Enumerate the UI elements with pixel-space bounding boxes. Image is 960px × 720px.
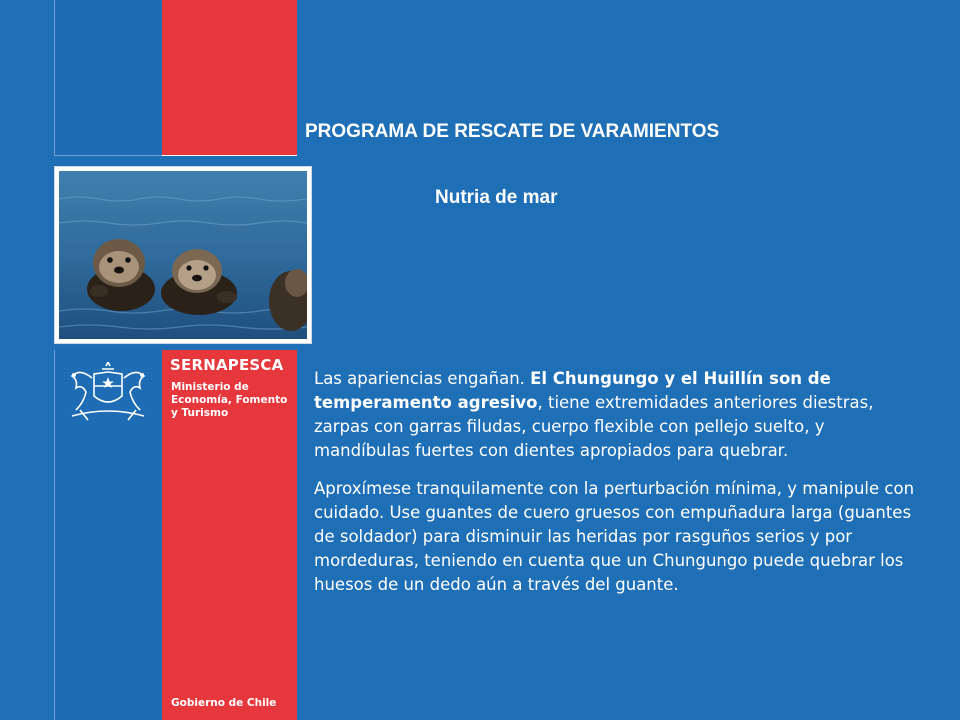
ministry-line: Ministerio de <box>171 381 249 393</box>
government-label: Gobierno de Chile <box>171 697 277 709</box>
sea-otters-illustration <box>59 171 307 339</box>
paragraph-emphasis: El Chungungo y el Huillín son de temperamento agresivo <box>314 369 831 412</box>
ministry-line: y Turismo <box>171 407 229 419</box>
coat-of-arms-icon <box>62 362 154 424</box>
paragraph-intro: Las apariencias engañan. <box>314 369 531 388</box>
ministry-line: Economía, Fomento <box>171 394 288 406</box>
logo-blue-panel-lower <box>54 575 163 720</box>
paragraph-handling: Aproxímese tranquilamente con la perturbación mínima, y manipule con cuidado. Use guantes de cuero gruesos con empuñadura larga (guantes de soldador) para disminuir las heridas por rasguños serios y por mordeduras, teniendo en cuenta que un Chungungo puede quebrar los huesos de un dedo aún a través del guante. <box>314 479 915 594</box>
brand-name: SERNAPESCA <box>170 356 284 374</box>
photo-frame <box>54 166 312 344</box>
banner-blue-stripe <box>54 0 163 156</box>
slide-subtitle: Nutria de mar <box>435 187 558 208</box>
paragraph-rest: , tiene extremidades anteriores diestras, zarpas con garras filudas, cuerpo flexible con pellejo suelto, y mandíbulas fuertes con dientes apropiados para quebrar. <box>314 393 874 460</box>
sea-otters-photo <box>59 171 307 339</box>
ministry-name <box>171 381 287 420</box>
paragraph-warning <box>314 367 924 463</box>
banner-red-stripe <box>162 0 297 156</box>
slide-title: PROGRAMA DE RESCATE DE VARAMIENTOS <box>305 121 720 142</box>
body-text <box>314 367 924 611</box>
